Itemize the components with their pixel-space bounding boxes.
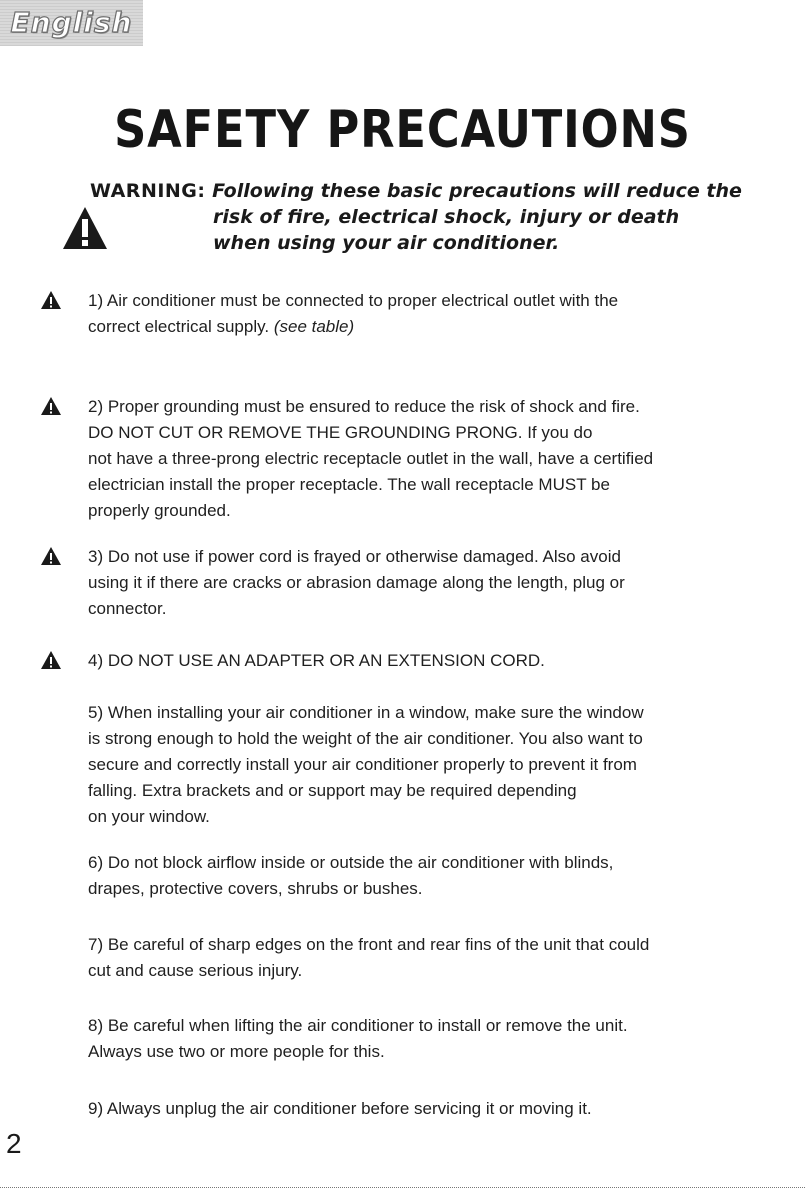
item-3-line-2: using it if there are cracks or abrasion damage along the length, plug or bbox=[88, 573, 625, 592]
item-2-line-1: 2) Proper grounding must be ensured to reduce the risk of shock and fire. bbox=[88, 397, 640, 416]
warning-label: WARNING: bbox=[90, 180, 206, 202]
precaution-item-5 bbox=[88, 700, 728, 830]
item-8-line-2: Always use two or more people for this. bbox=[88, 1042, 385, 1061]
warning-triangle-icon bbox=[40, 396, 62, 416]
precaution-item-6 bbox=[88, 850, 728, 902]
precaution-item-2 bbox=[88, 394, 728, 524]
warning-line-1 bbox=[90, 180, 742, 202]
warning-triangle-icon bbox=[40, 546, 62, 566]
item-5-line-2: is strong enough to hold the weight of the air conditioner. You also want to bbox=[88, 729, 643, 748]
warning-line-2: risk of fire, electrical shock, injury or death bbox=[213, 206, 680, 228]
item-5-line-5: on your window. bbox=[88, 807, 210, 826]
item-1-line-2: correct electrical supply. (see table) bbox=[88, 317, 355, 336]
item-5-line-3: secure and correctly install your air conditioner properly to prevent it from bbox=[88, 755, 637, 774]
item-5-line-4: falling. Extra brackets and or support may be required depending bbox=[88, 781, 577, 800]
item-6-line-2: drapes, protective covers, shrubs or bushes. bbox=[88, 879, 423, 898]
item-3-line-3: connector. bbox=[88, 599, 167, 618]
item-5-line-1: 5) When installing your air conditioner in a window, make sure the window bbox=[88, 703, 644, 722]
item-7-line-1: 7) Be careful of sharp edges on the front and rear fins of the unit that could bbox=[88, 935, 650, 954]
item-6-line-1: 6) Do not block airflow inside or outside the air conditioner with blinds, bbox=[88, 853, 614, 872]
item-2-line-5: properly grounded. bbox=[88, 501, 231, 520]
item-4-line-1: 4) DO NOT USE AN ADAPTER OR AN EXTENSION CORD. bbox=[88, 651, 545, 670]
item-7-line-2: cut and cause serious injury. bbox=[88, 961, 303, 980]
page-number: 2 bbox=[6, 1128, 22, 1159]
page-title: SAFETY PRECAUTIONS bbox=[114, 100, 691, 160]
warning-triangle-icon bbox=[40, 650, 62, 670]
item-1-line-1: 1) Air conditioner must be connected to proper electrical outlet with the bbox=[88, 291, 619, 310]
item-3-line-1: 3) Do not use if power cord is frayed or otherwise damaged. Also avoid bbox=[88, 547, 621, 566]
warning-text-1: Following these basic precautions will reduce the bbox=[212, 180, 742, 202]
precaution-item-8 bbox=[88, 1013, 728, 1065]
item-2-line-4: electrician install the proper receptacle. The wall receptacle MUST be bbox=[88, 475, 610, 494]
precaution-item-3 bbox=[88, 544, 728, 622]
precaution-item-1 bbox=[88, 288, 728, 340]
item-2-line-3: not have a three-prong electric receptacle outlet in the wall, have a certified bbox=[88, 449, 654, 468]
item-9-line-1: 9) Always unplug the air conditioner before servicing it or moving it. bbox=[88, 1099, 592, 1118]
warning-triangle-icon bbox=[61, 205, 109, 251]
language-tab bbox=[0, 0, 143, 46]
precaution-item-7 bbox=[88, 932, 728, 984]
precaution-item-4 bbox=[88, 648, 728, 674]
language-tab-label: English bbox=[10, 6, 133, 39]
bottom-divider bbox=[0, 1187, 805, 1188]
precaution-item-9 bbox=[88, 1096, 728, 1122]
item-8-line-1: 8) Be careful when lifting the air conditioner to install or remove the unit. bbox=[88, 1016, 628, 1035]
warning-triangle-icon bbox=[40, 290, 62, 310]
item-2-line-2: DO NOT CUT OR REMOVE THE GROUNDING PRONG. If you do bbox=[88, 423, 593, 442]
see-table-note: (see table) bbox=[273, 317, 355, 336]
warning-line-3: when using your air conditioner. bbox=[213, 232, 560, 254]
